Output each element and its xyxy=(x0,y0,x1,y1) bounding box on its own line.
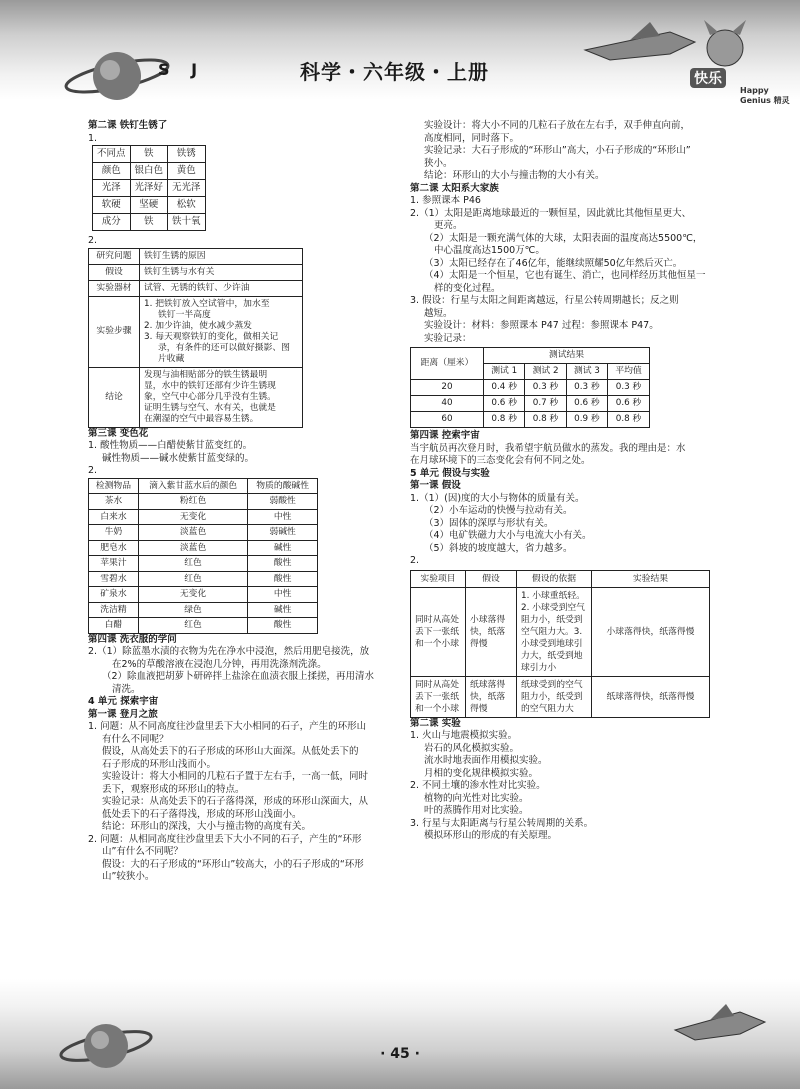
table-cell: 成分 xyxy=(93,214,131,231)
cell-line: 证明生锈与空气、水有关，也就是 xyxy=(144,402,276,413)
table-header: 检测物品 xyxy=(89,478,139,494)
table-cell: 假设 xyxy=(89,264,140,280)
table-cell: 60 xyxy=(411,412,484,428)
table-cell: 试管、无锈的铁钉、少许油 xyxy=(140,280,303,296)
text-line: 假设，从高处丢下的石子形成的环形山大面深。从低处丢下的 xyxy=(102,746,359,757)
text-line: 实验设计：材料：参照课本 P47 过程：参照课本 P47。 xyxy=(424,320,659,331)
table-cell: 淡蓝色 xyxy=(138,540,247,556)
lesson-title: 第四课 控索宇宙 xyxy=(410,430,480,441)
cell-line: 1. 把铁钉放入空试管中，加水至 xyxy=(144,298,270,309)
text-line: 叶的蒸腾作用对比实验。 xyxy=(424,805,529,816)
table-cell: 弱碱性 xyxy=(248,525,318,541)
mascot-icon xyxy=(690,20,760,70)
table-cell: 碱性 xyxy=(248,602,318,618)
table-header: 测试 2 xyxy=(525,364,566,380)
text-line: 月相的变化规律模拟实验。 xyxy=(424,767,539,779)
table-cell: 淡蓝色 xyxy=(138,525,247,541)
text-line: （5）斜坡的坡度越大，省力越多。 xyxy=(424,542,573,554)
table-cell: 0.6 秒 xyxy=(608,396,650,412)
table-header: 物质的酸碱性 xyxy=(248,478,318,494)
rust-compare-table xyxy=(92,145,206,231)
text-line: 碱性物质——碱水使紫甘蓝变绿的。 xyxy=(102,452,255,464)
table-header: 距离（厘米） xyxy=(411,348,484,380)
lesson-title: 第二课 铁钉生锈了 xyxy=(88,120,168,131)
text-line: 模拟环形山的形成的有关原理。 xyxy=(424,830,558,841)
text-line: （4）电矿铁磁力大小与电流大小有关。 xyxy=(424,530,592,541)
brand-logo-sub: Happy Genius 精灵 xyxy=(740,86,790,105)
text-line: 丢下，观察形成的环形山的特点。 xyxy=(102,783,245,795)
table-header: 实验项目 xyxy=(411,570,466,587)
table-cell: 无变化 xyxy=(138,587,247,603)
table-cell: 坚硬 xyxy=(130,197,168,214)
cell-line: 3. 每天观察铁钉的变化，做相关记 xyxy=(144,331,279,342)
lesson-title: 第一课 假设 xyxy=(410,480,461,491)
text-line: 实验设计：将大小相同的几粒石子置于左右手，一高一低，同时 xyxy=(102,771,369,782)
table-cell: 酸性 xyxy=(248,556,318,572)
table-cell: 20 xyxy=(411,380,484,396)
text-line: 中心温度高达1500万℃。 xyxy=(434,245,545,256)
table-cell: 碱性 xyxy=(248,540,318,556)
text-line: （2）太阳是一颗充满气体的大球，太阳表面的温度高达5500℃， xyxy=(424,232,703,244)
cell-line: 发现与油相贴部分的铁生锈最明 xyxy=(144,369,268,380)
text-line: （2）除血液把胡萝卜研碎拌上盐涂在血渍衣服上揉搓，再用清水 xyxy=(102,671,375,682)
table-cell: 绿色 xyxy=(138,602,247,618)
text-line: 结论：环形山的大小与撞击物的大小有关。 xyxy=(424,170,605,181)
table-cell: 苹果汁 xyxy=(89,556,139,572)
table-cell: 无光泽 xyxy=(168,180,206,197)
hypothesis-table xyxy=(410,570,710,718)
lesson-title: 第二课 实验 xyxy=(410,717,461,729)
text-line: 1. 酸性物质——白醋使紫甘蓝变红的。 xyxy=(88,440,253,451)
text-line: 假设：大的石子形成的“环形山”较高大，小的石子形成的“环形 xyxy=(102,858,364,870)
text-line: 1. 火山与地震模拟实验。 xyxy=(410,730,518,741)
table-header: 假设的依据 xyxy=(517,570,592,587)
text-line: 结论：环形山的深浅，大小与撞击物的高度有关。 xyxy=(102,821,312,832)
cell-line: 片收藏 xyxy=(158,353,185,364)
table-cell: 酸性 xyxy=(248,618,318,634)
page-title: 科学・六年级・上册 xyxy=(300,60,489,84)
text-line: 实验记录：大石子形成的“环形山”高大，小石子形成的“环形山” xyxy=(424,145,691,156)
table-cell: 光泽好 xyxy=(130,180,168,197)
table-cell: 光泽 xyxy=(93,180,131,197)
table-cell: 同时从高处丢下一张纸和一个小球 xyxy=(411,587,466,676)
table-cell: 洗洁精 xyxy=(89,602,139,618)
table-cell: 0.9 秒 xyxy=(566,412,607,428)
text-line: 2. 不同土壤的渗水性对比实验。 xyxy=(410,780,546,791)
table-cell: 肥皂水 xyxy=(89,540,139,556)
table-cell: 铁钉生锈的原因 xyxy=(140,248,303,264)
text-line: 样的变化过程。 xyxy=(434,282,501,294)
text-line: （4）太阳是一个恒星，它也有诞生、消亡，也同样经历其他恒星一 xyxy=(424,270,706,281)
text-line: 2. xyxy=(410,555,420,566)
text-line: 高度相同，同时落下。 xyxy=(424,132,520,144)
text-line: 植物的向光性对比实验。 xyxy=(424,792,529,804)
table-cell: 0.7 秒 xyxy=(525,396,566,412)
table-cell: 同时从高处丢下一张纸和一个小球 xyxy=(411,676,466,717)
text-line: 当宇航员再次登月时，我希望宇航员做水的蒸发。我的理由是：水 xyxy=(410,442,686,454)
text-line: 山”较狭小。 xyxy=(102,871,155,882)
table-cell: 40 xyxy=(411,396,484,412)
table-cell: 松软 xyxy=(168,197,206,214)
table-cell: 弱酸性 xyxy=(248,494,318,510)
cell-line: 显，水中的铁钉还部有少许生锈现 xyxy=(144,380,276,391)
table-cell: 0.3 秒 xyxy=(608,380,650,396)
text-line: 2.（1）太阳是距离地球最近的一颗恒星，因此就比其他恒星更大、 xyxy=(410,207,692,219)
lesson-title: 第三课 变色花 xyxy=(88,427,149,439)
shuttle-icon xyxy=(580,20,700,70)
table-cell: 红色 xyxy=(138,556,247,572)
text-line: 有什么不同呢？ xyxy=(102,733,169,745)
table-cell: 小球落得快，纸落得慢 xyxy=(466,587,517,676)
table-cell: 茶水 xyxy=(89,494,139,510)
text-line: 2.（1）除蓝墨水渍的衣物为先在净水中浸泡，然后用肥皂接洗，放 xyxy=(88,646,370,657)
table-cell: 铁钉生锈与水有关 xyxy=(140,264,303,280)
unit-title: 5 单元 假设与实验 xyxy=(410,467,490,479)
table-header: 平均值 xyxy=(608,364,650,380)
left-column xyxy=(88,120,398,884)
text-line: 低处丢下的石子落得浅，形成的环形山浅面小。 xyxy=(102,808,302,820)
table-cell: 0.6 秒 xyxy=(484,396,525,412)
cell-line: 在潮湿的空气中最容易生锈。 xyxy=(144,413,259,424)
text-line: 流水时地表面作用模拟实验。 xyxy=(424,755,548,766)
brand-logo: 快乐 xyxy=(690,68,726,88)
text-line: 更亮。 xyxy=(434,220,463,231)
cell-line: 2. 加少许油，使水减少蒸发 xyxy=(144,320,252,331)
lesson-title: 第四课 洗衣服的学问 xyxy=(88,633,177,645)
table-cell: 酸性 xyxy=(248,571,318,587)
text-line: （3）太阳已经存在了46亿年，能继续照耀50亿年然后灭亡。 xyxy=(424,257,683,269)
table-header: 测试结果 xyxy=(484,348,650,364)
question-number: 2. xyxy=(88,235,98,246)
saturn-icon xyxy=(56,1010,156,1080)
text-line: 在月球环境下的三态变化会有何不同之处。 xyxy=(410,455,591,466)
table-header: 测试 1 xyxy=(484,364,525,380)
text-line: 清洗。 xyxy=(112,683,141,695)
table-cell: 无变化 xyxy=(138,509,247,525)
table-cell: 0.8 秒 xyxy=(525,412,566,428)
table-header: 铁 xyxy=(130,146,168,163)
rust-experiment-table xyxy=(88,248,303,428)
text-line: （3）固体的深厚与形状有关。 xyxy=(424,517,554,529)
table-cell: 纸球落得快，纸落得慢 xyxy=(466,676,517,717)
table-cell: 白来水 xyxy=(89,509,139,525)
table-cell: 实验器材 xyxy=(89,280,140,296)
table-header: 不同点 xyxy=(93,146,131,163)
table-cell: 纸球落得快，纸落得慢 xyxy=(592,676,710,717)
table-header: 测试 3 xyxy=(566,364,607,380)
text-line: 1. 问题：从不同高度往沙盘里丢下大小相同的石子，产生的环形山 xyxy=(88,721,367,732)
text-line: 实验设计：将大小不同的几粒石子放在左右手，双手伸直向前， xyxy=(424,120,691,131)
text-line: 1. 参照课本 P46 xyxy=(410,195,481,206)
table-cell: 矿泉水 xyxy=(89,587,139,603)
text-line: 实验记录： xyxy=(424,332,472,344)
table-cell: 0.4 秒 xyxy=(484,380,525,396)
table-cell: 0.8 秒 xyxy=(484,412,525,428)
table-cell: 红色 xyxy=(138,618,247,634)
table-cell: 研究问题 xyxy=(89,248,140,264)
cell-line: 铁钉一半高度 xyxy=(158,309,211,320)
table-cell xyxy=(140,367,303,427)
text-line: 实验记录：从高处丢下的石子落得深，形成的环形山深面大，从 xyxy=(102,796,369,807)
text-line: 3. 行星与太阳距离与行星公转周期的关系。 xyxy=(410,817,594,829)
table-cell: 小球落得快，纸落得慢 xyxy=(592,587,710,676)
table-cell: 中性 xyxy=(248,509,318,525)
table-header: 滴入紫甘蓝水后的颜色 xyxy=(138,478,247,494)
table-header: 实验结果 xyxy=(592,570,710,587)
shuttle-icon xyxy=(670,1000,770,1050)
table-cell: 实验步骤 xyxy=(89,296,140,367)
table-cell: 1. 小球重纸轻。2. 小球受到空气阻力小，纸受到空气阻力大。3. 小球受到地球引力大，纸受到地球引力小 xyxy=(517,587,592,676)
table-cell: 黄色 xyxy=(168,163,206,180)
series-code: S J xyxy=(158,60,206,79)
text-line: 越短。 xyxy=(424,307,453,319)
question-number: 2. xyxy=(88,465,98,476)
table-cell: 白醋 xyxy=(89,618,139,634)
cell-line: 象，空气中心部分几乎没有生锈。 xyxy=(144,391,276,402)
text-line: 1.（1）(因)度的大小与物体的质量有关。 xyxy=(410,492,585,504)
table-cell: 铁 xyxy=(130,214,168,231)
saturn-icon xyxy=(62,40,172,110)
text-line: 3. 假设：行星与太阳之间距离越远，行星公转周期越长；反之则 xyxy=(410,295,679,306)
table-cell xyxy=(140,296,303,367)
table-cell: 颜色 xyxy=(93,163,131,180)
table-cell: 纸球受到的空气阻力小，纸受到的空气阻力大 xyxy=(517,676,592,717)
table-cell: 软硬 xyxy=(93,197,131,214)
text-line: 石子形成的环形山浅而小。 xyxy=(102,758,217,770)
orbit-period-table xyxy=(410,347,650,428)
unit-title: 4 单元 探索宇宙 xyxy=(88,696,159,707)
table-cell: 牛奶 xyxy=(89,525,139,541)
table-cell: 中性 xyxy=(248,587,318,603)
table-cell: 0.3 秒 xyxy=(525,380,566,396)
table-cell: 雪碧水 xyxy=(89,571,139,587)
question-number: 1. xyxy=(88,132,98,144)
lesson-title: 第二课 太阳系大家族 xyxy=(410,182,499,194)
right-column xyxy=(410,120,720,843)
table-cell: 结论 xyxy=(89,367,140,427)
text-line: 在2%的草酸溶液在浸泡几分钟，再用洗涤剂洗涤。 xyxy=(112,658,327,670)
table-header: 假设 xyxy=(466,570,517,587)
text-line: 岩石的风化模拟实验。 xyxy=(424,742,520,754)
table-cell: 红色 xyxy=(138,571,247,587)
table-cell: 0.6 秒 xyxy=(566,396,607,412)
text-line: （2）小车运动的快慢与拉动有关。 xyxy=(424,505,573,516)
text-line: 2. 问题：从相同高度往沙盘里丢下大小不同的石子，产生的“环形 xyxy=(88,833,362,845)
text-line: 山”有什么不同呢？ xyxy=(102,846,183,857)
page-number: · 45 · xyxy=(380,1046,420,1062)
cabbage-indicator-table xyxy=(88,478,318,634)
cell-line: 录，有条件的还可以做好摄影、图 xyxy=(158,342,290,353)
lesson-title: 第一课 登月之旅 xyxy=(88,708,158,720)
table-cell: 铁十氧 xyxy=(168,214,206,231)
table-cell: 银白色 xyxy=(130,163,168,180)
text-line: 狭小。 xyxy=(424,157,453,169)
table-header: 铁锈 xyxy=(168,146,206,163)
table-cell: 粉红色 xyxy=(138,494,247,510)
table-cell: 0.3 秒 xyxy=(566,380,607,396)
table-cell: 0.8 秒 xyxy=(608,412,650,428)
